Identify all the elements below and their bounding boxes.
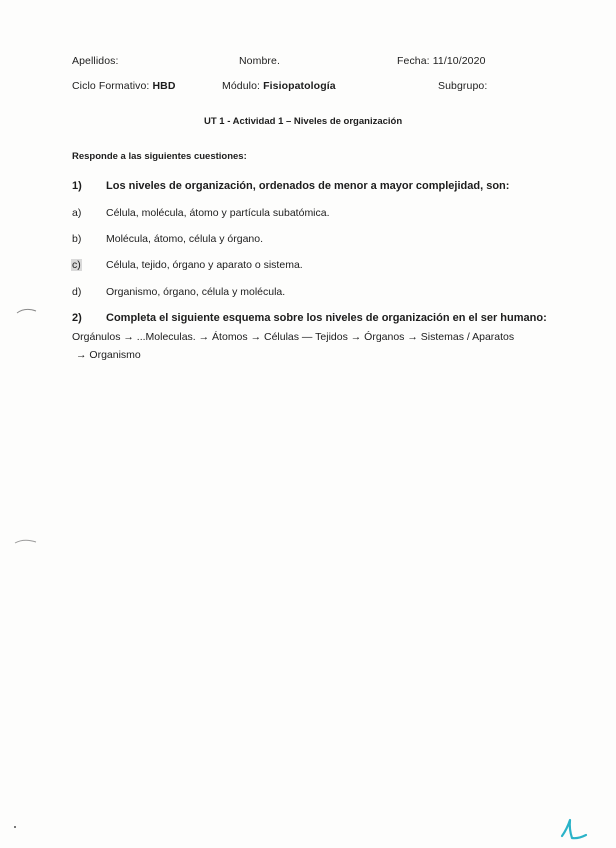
option-b-letter: b): [72, 233, 82, 245]
scan-mark-lower: [14, 537, 38, 547]
page-title: UT 1 - Actividad 1 – Niveles de organización: [204, 116, 403, 127]
question-1-text: Los niveles de organización, ordenados de menor a mayor complejidad, son:: [106, 180, 510, 192]
option-a-letter: a): [72, 207, 82, 219]
modulo-value: Fisiopatología: [263, 80, 336, 92]
option-c-text: Célula, tejido, órgano y aparato o sistema.: [106, 259, 303, 271]
handwritten-page-mark: [556, 817, 590, 843]
option-c-letter: c): [72, 259, 81, 271]
ciclo-label: Ciclo Formativo:: [72, 80, 150, 92]
option-d-text: Organismo, órgano, célula y molécula.: [106, 286, 286, 298]
option-c-letter-selected: [71, 259, 82, 271]
ciclo-field: [72, 80, 176, 92]
question-2-number: 2): [72, 312, 82, 324]
ciclo-value: HBD: [152, 80, 176, 92]
scan-mark-upper: [16, 306, 38, 316]
modulo-label: Módulo:: [222, 80, 261, 92]
fecha-label: Fecha:: [397, 55, 430, 67]
option-a-text: Célula, molécula, átomo y partícula subatómica.: [106, 207, 330, 219]
question-2-answer-line-2: → Organismo: [76, 349, 141, 361]
question-1-number: 1): [72, 180, 82, 192]
scan-dot: [14, 826, 16, 828]
option-d-letter: d): [72, 286, 82, 298]
question-2-text: Completa el siguiente esquema sobre los niveles de organización en el ser humano:: [106, 312, 547, 324]
fecha-field: [397, 55, 486, 67]
nombre-label: Nombre.: [239, 55, 280, 67]
instructions: Responde a las siguientes cuestiones:: [72, 151, 247, 162]
subgrupo-label: Subgrupo:: [438, 80, 488, 92]
question-2-answer-line-1: Orgánulos → ...Moleculas. → Átomos → Células — Tejidos → Órganos → Sistemas / Aparatos: [72, 331, 515, 343]
option-b-text: Molécula, átomo, célula y órgano.: [106, 233, 264, 245]
apellidos-label: Apellidos:: [72, 55, 119, 67]
fecha-value: 11/10/2020: [432, 55, 486, 67]
modulo-field: [222, 80, 336, 92]
